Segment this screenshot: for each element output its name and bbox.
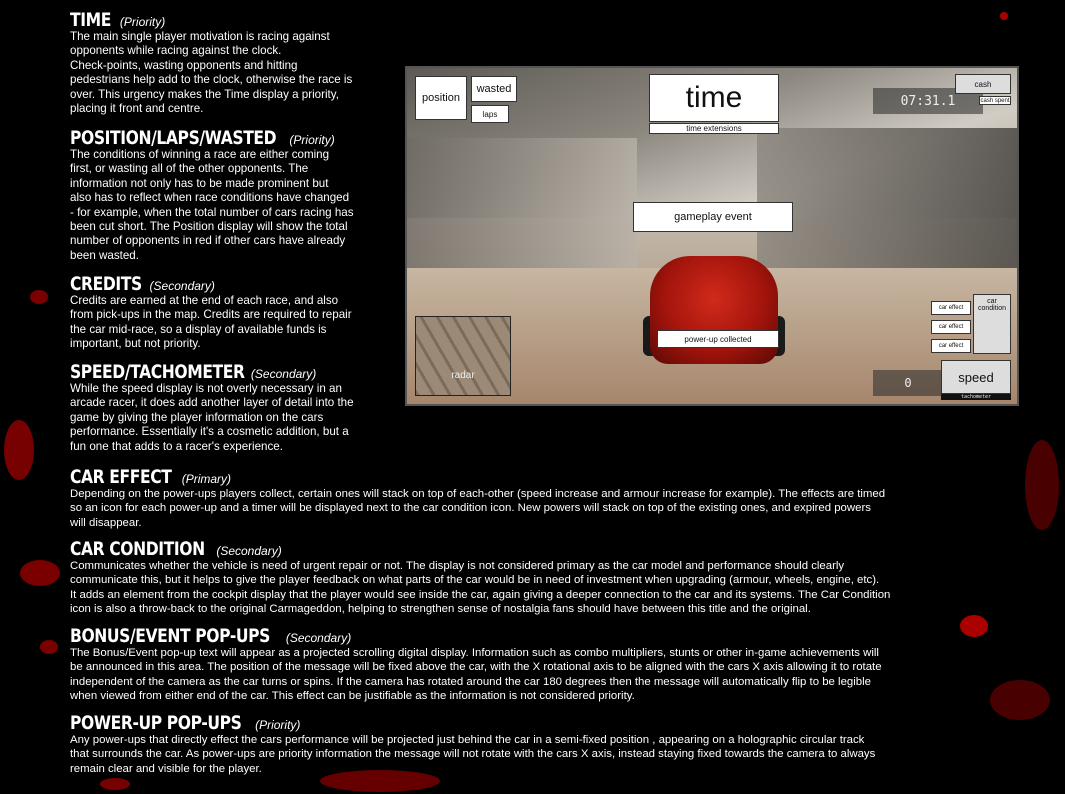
body-line: over. This urgency makes the Time display a priority, bbox=[70, 87, 339, 101]
hud-time-extensions: time extensions bbox=[649, 123, 779, 134]
section-time bbox=[70, 10, 390, 116]
hud-car-effect-3: car effect bbox=[931, 339, 971, 353]
body-line: also has to reflect when race conditions have changed bbox=[70, 191, 350, 205]
background-wall-right bbox=[757, 128, 1017, 278]
body-line: Any power-ups that directly effect the cars performance will be projected just behind the car in a semi-fixed position , appearing on a holographic circular track bbox=[70, 734, 865, 746]
section-body bbox=[70, 487, 1000, 530]
body-line: placing it front and centre. bbox=[70, 102, 204, 116]
background-wall-left bbox=[407, 138, 637, 278]
body-line: number of opponents in red if other cars have already bbox=[70, 234, 346, 248]
section-body bbox=[70, 148, 390, 263]
section-car-effect bbox=[70, 467, 1000, 530]
body-line: It adds an element from the cockpit display that the player would see inside the car, again giving a deeper connection to the car and its systems. The Car Condition bbox=[70, 588, 891, 601]
section-title: SPEED/TACHOMETER bbox=[70, 361, 245, 383]
body-line: that surrounds the car. As power-ups are priority information the message will not rotate with the cars X axis, instead staying fixed towards the camera to always bbox=[70, 748, 876, 761]
body-line: important, but not priority. bbox=[70, 337, 201, 351]
body-line: when viewed from either end of the car. This effect can be justifiable as the information is not considered priority. bbox=[70, 690, 635, 703]
section-title: CAR EFFECT bbox=[70, 466, 172, 488]
section-body bbox=[70, 559, 1010, 617]
section-priority: (Secondary) bbox=[285, 631, 352, 645]
section-body bbox=[70, 30, 390, 116]
hud-laps: laps bbox=[471, 105, 509, 123]
section-power-up-popups bbox=[70, 713, 1010, 776]
section-priority: (Priority) bbox=[289, 133, 335, 147]
body-line: Check-points, wasting opponents and hitting bbox=[70, 58, 298, 72]
hud-speed: speed bbox=[941, 360, 1011, 394]
section-body bbox=[70, 646, 1010, 704]
body-line: from pick-ups in the map. Credits are required to repair bbox=[70, 308, 352, 322]
section-priority: (Secondary) bbox=[216, 544, 282, 558]
body-line: The conditions of winning a race are either coming bbox=[70, 148, 330, 161]
section-priority: (Priority) bbox=[255, 718, 301, 732]
body-line: opponents while racing against the clock. bbox=[70, 44, 282, 58]
section-body bbox=[70, 733, 1010, 776]
hud-cash: cash bbox=[955, 74, 1011, 94]
hud-timer: 07:31.1 bbox=[873, 88, 983, 114]
body-line: - for example, when the total number of cars racing has bbox=[70, 205, 354, 219]
hud-car-effect-1: car effect bbox=[931, 301, 971, 315]
body-line: Communicates whether the vehicle is need of urgent repair or not. The display is not considered primary as the car model and performance should clearly bbox=[70, 560, 845, 572]
section-credits bbox=[70, 274, 390, 352]
section-body bbox=[70, 382, 400, 454]
section-car-condition bbox=[70, 539, 1010, 617]
section-body bbox=[70, 294, 390, 352]
hud-time: time bbox=[649, 74, 779, 122]
hud-radar bbox=[415, 316, 511, 396]
radar-label: radar bbox=[451, 370, 475, 381]
body-line: so an icon for each power-up and a timer will be displayed next to the car condition icon. New powers will stack on top of the existing ones, and expired powers bbox=[70, 502, 871, 515]
hud-mockup-screenshot bbox=[405, 66, 1019, 406]
body-line: fun one that adds to a racer's experience. bbox=[70, 439, 283, 453]
body-line: information not only has to be made prominent but bbox=[70, 176, 329, 190]
body-line: The Bonus/Event pop-up text will appear as a projected scrolling digital display. Information such as combo multipliers, stunts or other in-game achievements will bbox=[70, 647, 879, 659]
section-priority: (Primary) bbox=[181, 472, 232, 486]
body-line: been wasted. bbox=[70, 248, 139, 262]
hud-car-condition: car condition bbox=[973, 294, 1011, 354]
body-line: independent of the camera as the car turns or spins. If the camera has rotated around the car 180 degrees then the message will automatically flip to be legible bbox=[70, 675, 871, 688]
section-speed-tachometer bbox=[70, 362, 400, 454]
body-line: the car mid-race, so a display of available funds is bbox=[70, 322, 327, 336]
hud-car-effect-2: car effect bbox=[931, 320, 971, 334]
section-position-laps-wasted bbox=[70, 128, 390, 263]
body-line: first, or wasting all of the other opponents. The bbox=[70, 162, 309, 176]
body-line: be announced in this area. The position of the message will be fixed above the car, with the X rotational axis to be aligned with the cars X axis allowing it to rotate bbox=[70, 661, 882, 674]
body-line: The main single player motivation is racing against bbox=[70, 30, 330, 43]
hud-power-up-collected: power-up collected bbox=[657, 330, 779, 348]
body-line: pedestrians help add to the clock, otherwise the race is bbox=[70, 73, 353, 87]
body-line: Credits are earned at the end of each race, and also bbox=[70, 294, 339, 307]
body-line: While the speed display is not overly necessary in an bbox=[70, 382, 342, 395]
section-title: POWER-UP POP-UPS bbox=[70, 712, 242, 734]
body-line: communicate this, but it helps to give the player feedback on what parts of the car would be in need of investment when upgrading (armour, wheels, engine, etc). bbox=[70, 574, 880, 587]
hud-tachometer: tachometer bbox=[941, 394, 1011, 400]
section-priority: (Secondary) bbox=[149, 279, 215, 293]
body-line: been cut short. The Position display will show the total bbox=[70, 220, 348, 234]
hud-position: position bbox=[415, 76, 467, 120]
body-line: performance. Essentially it's a cosmetic addition, but a bbox=[70, 425, 349, 439]
body-line: Depending on the power-ups players collect, certain ones will stack on top of each-other (speed increase and armour increase for example). The effects are timed bbox=[70, 488, 886, 500]
hud-gameplay-event: gameplay event bbox=[633, 202, 793, 232]
section-title: BONUS/EVENT POP-UPS bbox=[70, 625, 270, 647]
section-title: CAR CONDITION bbox=[70, 538, 205, 560]
hud-wasted: wasted bbox=[471, 76, 517, 102]
body-line: game by giving the player information on the cars bbox=[70, 410, 324, 424]
body-line: remain clear and visible for the player. bbox=[70, 762, 262, 775]
section-title: TIME bbox=[70, 9, 111, 31]
body-line: icon is also a throw-back to the original Carmageddon, helping to strengthen sense of nostalgia fans should have between this title and the original. bbox=[70, 603, 811, 616]
hud-speed-value: 0 bbox=[873, 370, 943, 396]
section-priority: (Priority) bbox=[119, 15, 166, 29]
section-bonus-event-popups bbox=[70, 626, 1010, 704]
hud-cash-spent: cash spent bbox=[980, 97, 1010, 104]
section-title: POSITION/LAPS/WASTED bbox=[70, 127, 277, 149]
section-priority: (Secondary) bbox=[250, 367, 317, 381]
body-line: arcade racer, it does add another layer of detail into the bbox=[70, 396, 354, 410]
section-title: CREDITS bbox=[70, 273, 142, 295]
body-line: will disappear. bbox=[70, 516, 142, 529]
